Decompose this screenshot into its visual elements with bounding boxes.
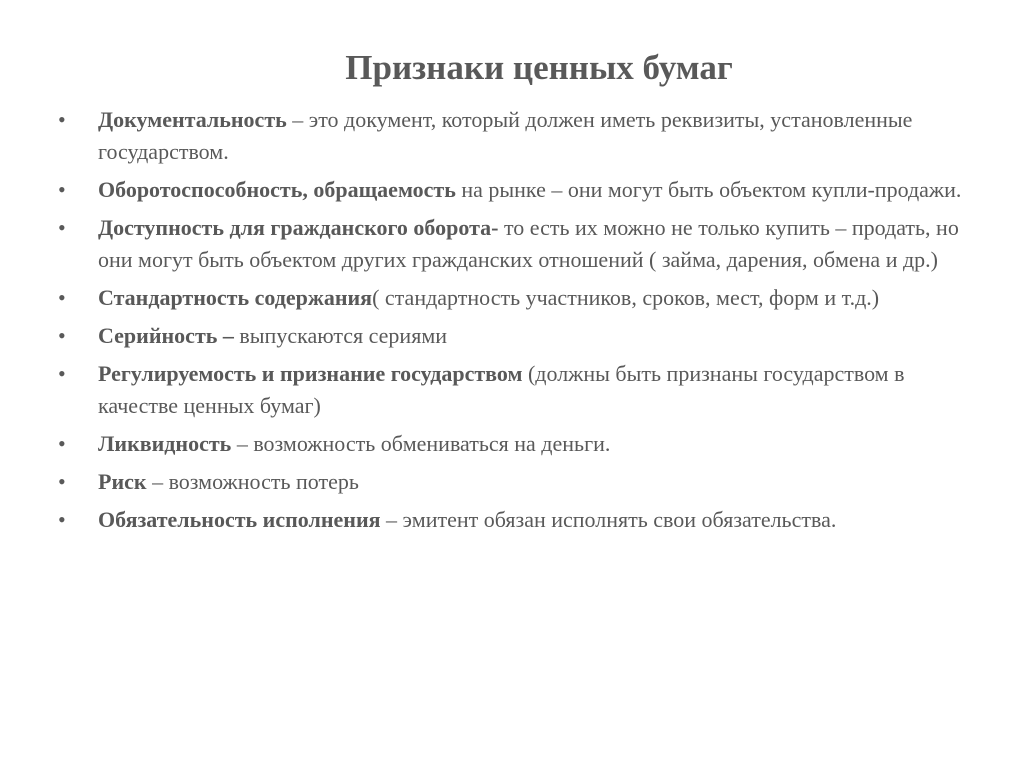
list-item [58,174,978,206]
item-text [98,320,978,352]
bullet-icon: • [58,177,66,202]
bullet-icon: • [58,323,66,348]
item-term: Регулируемость и признание государством [98,361,523,386]
list-item [58,212,978,276]
list-item [58,466,978,498]
list-item [58,104,978,168]
item-term: Обязательность исполнения [98,507,381,532]
item-description: – возможность обмениваться на деньги. [231,431,611,456]
item-text [98,282,978,314]
item-description: (должны быть признаны государством в качестве ценных бумаг) [98,361,905,418]
list-item [58,320,978,352]
item-term: Стандартность содержания [98,285,373,310]
item-text [98,358,978,422]
list-item [58,504,978,536]
item-description: – это документ, который должен иметь реквизиты, установленные государством. [98,107,913,164]
list-item [58,428,978,460]
item-term: Документальность [98,107,287,132]
bullet-icon: • [58,469,66,494]
item-text [98,466,978,498]
item-description: – эмитент обязан исполнять свои обязательства. [380,507,837,532]
list-item [58,358,978,422]
bullet-icon: • [58,285,66,310]
item-term: Ликвидность [98,431,232,456]
item-term: Серийность – [98,323,234,348]
list-item [58,282,978,314]
item-term: Оборотоспособность, обращаемость [98,177,456,202]
item-term: Доступность для гражданского оборота- [98,215,499,240]
bullet-icon: • [58,361,66,386]
slide-title: Признаки ценных бумаг [345,48,733,87]
item-term: Риск [98,469,147,494]
item-description: то есть их можно не только купить – продать, но они могут быть объектом других гражданских отношений ( займа, дарения, обмена и др.) [98,215,959,272]
item-text [98,212,978,276]
bullet-list [58,104,978,542]
item-description: выпускаются сериями [233,323,448,348]
item-text [98,174,978,206]
bullet-icon: • [58,507,66,532]
item-description: – возможность потерь [146,469,359,494]
item-text [98,428,978,460]
bullet-icon: • [58,215,66,240]
bullet-icon: • [58,431,66,456]
item-description: на рынке – они могут быть объектом купли-продажи. [455,177,962,202]
item-description: ( стандартность участников, сроков, мест, форм и т.д.) [372,285,880,310]
bullet-icon: • [58,107,66,132]
item-text [98,504,978,536]
item-text [98,104,978,168]
